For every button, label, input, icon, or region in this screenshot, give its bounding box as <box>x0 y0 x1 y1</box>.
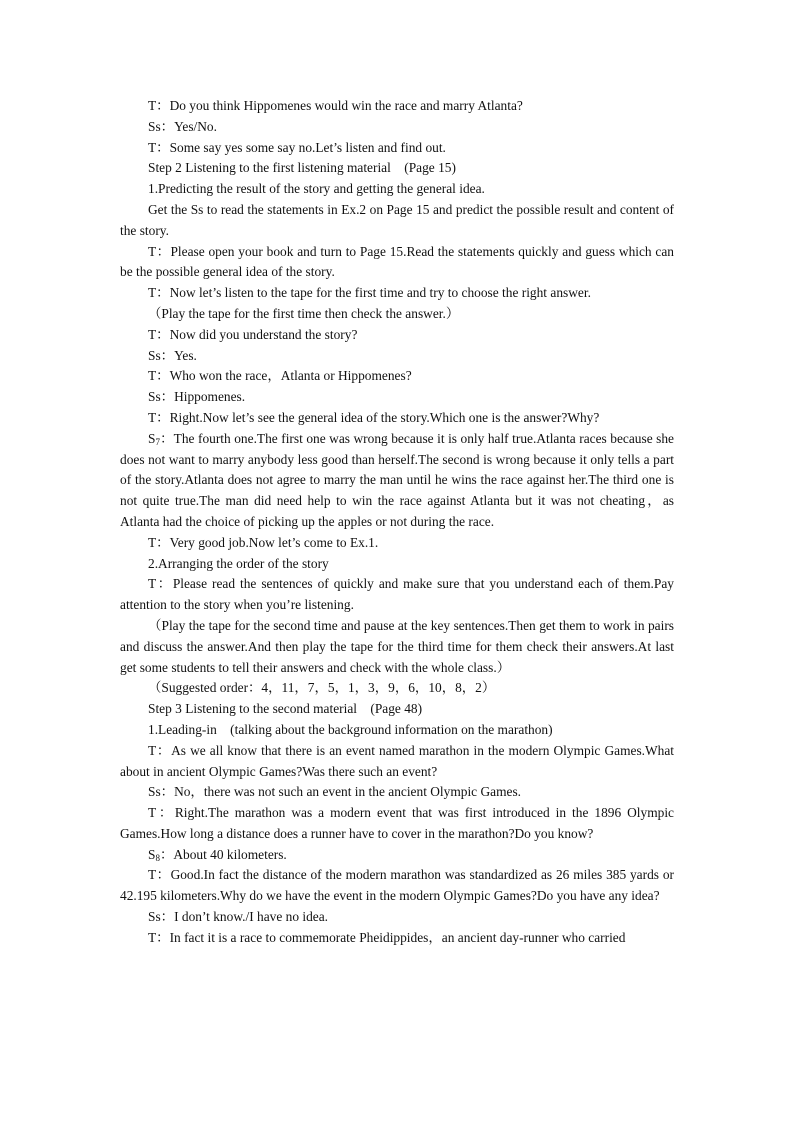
paragraph <box>120 741 674 783</box>
paragraph <box>120 117 674 138</box>
paragraph-text: About 40 kilometers. <box>173 846 287 862</box>
paragraph-text: The fourth one.The first one was wrong because it is only half true.Atlanta races because she does not want to marry anybody less good than herself.The second is wrong because it only tells a part of the story.Atlanta does not agree to marry the man until he wins the race against her.The third one is not quite true.The man did need help to win the race against Atlanta but it was not cheating，as Atlanta had the choice of picking up the apples or not during the race. <box>120 430 674 529</box>
paragraph <box>120 907 674 928</box>
speaker: T： <box>148 243 171 259</box>
paragraph-text: Some say yes some say no.Let’s listen and find out. <box>169 139 446 155</box>
speaker: Ss： <box>148 389 175 405</box>
paragraph-text: Right.Now let’s see the general idea of the story.Which one is the answer?Why? <box>169 409 600 425</box>
speaker: T： <box>148 368 170 384</box>
paragraph <box>120 138 674 159</box>
paragraph <box>120 533 674 554</box>
paragraph-text: Very good job.Now let’s come to Ex.1. <box>169 534 379 550</box>
paragraph <box>120 96 674 117</box>
speaker: Ss： <box>148 118 175 134</box>
paragraph-text: Now let’s listen to the tape for the first time and try to choose the right answer. <box>169 285 591 301</box>
speaker: T： <box>148 98 170 113</box>
paragraph <box>120 283 674 304</box>
paragraph-text: Step 2 Listening to the first listening material (Page 15) <box>148 160 456 176</box>
speaker: T： <box>148 867 171 883</box>
paragraph-text: Hippomenes. <box>174 389 246 405</box>
lesson-text <box>120 96 674 949</box>
stage-direction <box>120 304 674 325</box>
paragraph-text: I don’t know./I have no idea. <box>174 909 329 925</box>
paragraph-text: 2.Arranging the order of the story <box>148 555 329 571</box>
speaker: T： <box>148 285 170 301</box>
paragraph <box>120 429 674 533</box>
paragraph <box>120 346 674 367</box>
paragraph-text: Do you think Hippomenes would win the race and marry Atlanta? <box>169 98 523 113</box>
paragraph-text: Now did you understand the story? <box>169 326 358 342</box>
paragraph-text: As we all know that there is an event named marathon in the modern Olympic Games.What about in ancient Olympic Games?Was there such an event? <box>120 742 675 779</box>
paragraph-text: 1.Predicting the result of the story and getting the general idea. <box>148 181 485 197</box>
paragraph <box>120 366 674 387</box>
speaker: $S_8$： <box>148 846 174 863</box>
paragraph-text: Please read the sentences of quickly and make sure that you understand each of them.Pay attention to the story when you’re listening. <box>120 576 674 613</box>
speaker: T： <box>148 742 172 758</box>
step-heading <box>120 699 674 720</box>
speaker: T： <box>148 534 170 550</box>
paragraph-text: In fact it is a race to commemorate Pheidippides，an ancient day-runner who carried <box>169 929 626 945</box>
speaker: T： <box>148 929 170 945</box>
paragraph <box>120 325 674 346</box>
paragraph-text: No，there was not such an event in the ancient Olympic Games. <box>174 784 522 800</box>
paragraph-text: Who won the race，Atlanta or Hippomenes? <box>169 368 412 384</box>
speaker: T： <box>148 409 170 425</box>
task-heading <box>120 179 674 200</box>
speaker: T： <box>148 326 170 342</box>
paragraph <box>120 574 674 616</box>
paragraph-text: Yes. <box>174 347 197 363</box>
paragraph-text: （Play the tape for the first time then check the answer.） <box>148 305 460 321</box>
paragraph <box>120 865 674 907</box>
paragraph-text: Step 3 Listening to the second material (Page 48) <box>148 701 423 717</box>
paragraph-text: Please open your book and turn to Page 15.Read the statements quickly and guess which can be the possible general idea of the story. <box>120 243 674 280</box>
speaker: $S_7$： <box>148 430 174 447</box>
stage-direction <box>120 616 674 678</box>
speaker: T： <box>148 139 170 155</box>
speaker: Ss： <box>148 784 175 800</box>
suggested-order <box>120 678 674 699</box>
task-heading <box>120 554 674 575</box>
task-heading <box>120 720 674 741</box>
speaker: Ss： <box>148 347 175 363</box>
paragraph <box>120 387 674 408</box>
paragraph-text: Right.The marathon was a modern event that was first introduced in the 1896 Olympic Games.How long a distance does a runner have to cover in the marathon?Do you know? <box>120 805 675 841</box>
paragraph-text: （Suggested order：4，11，7，5，1，3，9，6，10，8，2） <box>148 680 496 696</box>
paragraph-text: Yes/No. <box>174 118 217 134</box>
paragraph <box>120 782 674 803</box>
paragraph-text: （Play the tape for the second time and pause at the key sentences.Then get them to work in pairs and discuss the answer.And then play the tape for the third time for them check their answers.At last get some students to tell their answers and check with the whole class.） <box>120 617 674 675</box>
paragraph <box>120 928 674 949</box>
paragraph-text: 1.Leading-in (talking about the background information on the marathon) <box>148 721 553 737</box>
paragraph <box>120 845 674 866</box>
step-heading <box>120 158 674 179</box>
paragraph <box>120 200 674 242</box>
paragraph <box>120 242 674 284</box>
paragraph-text: Good.In fact the distance of the modern marathon was standardized as 26 miles 385 yards or 42.195 kilometers.Why do we have the event in the modern Olympic Games?Do you have any idea? <box>120 867 674 904</box>
paragraph <box>120 408 674 429</box>
paragraph <box>120 803 674 845</box>
speaker: T： <box>148 576 173 592</box>
speaker: T： <box>148 805 175 821</box>
speaker: Ss： <box>148 909 175 925</box>
paragraph-text: Get the Ss to read the statements in Ex.2 on Page 15 and predict the possible result and content of the story. <box>120 201 674 238</box>
